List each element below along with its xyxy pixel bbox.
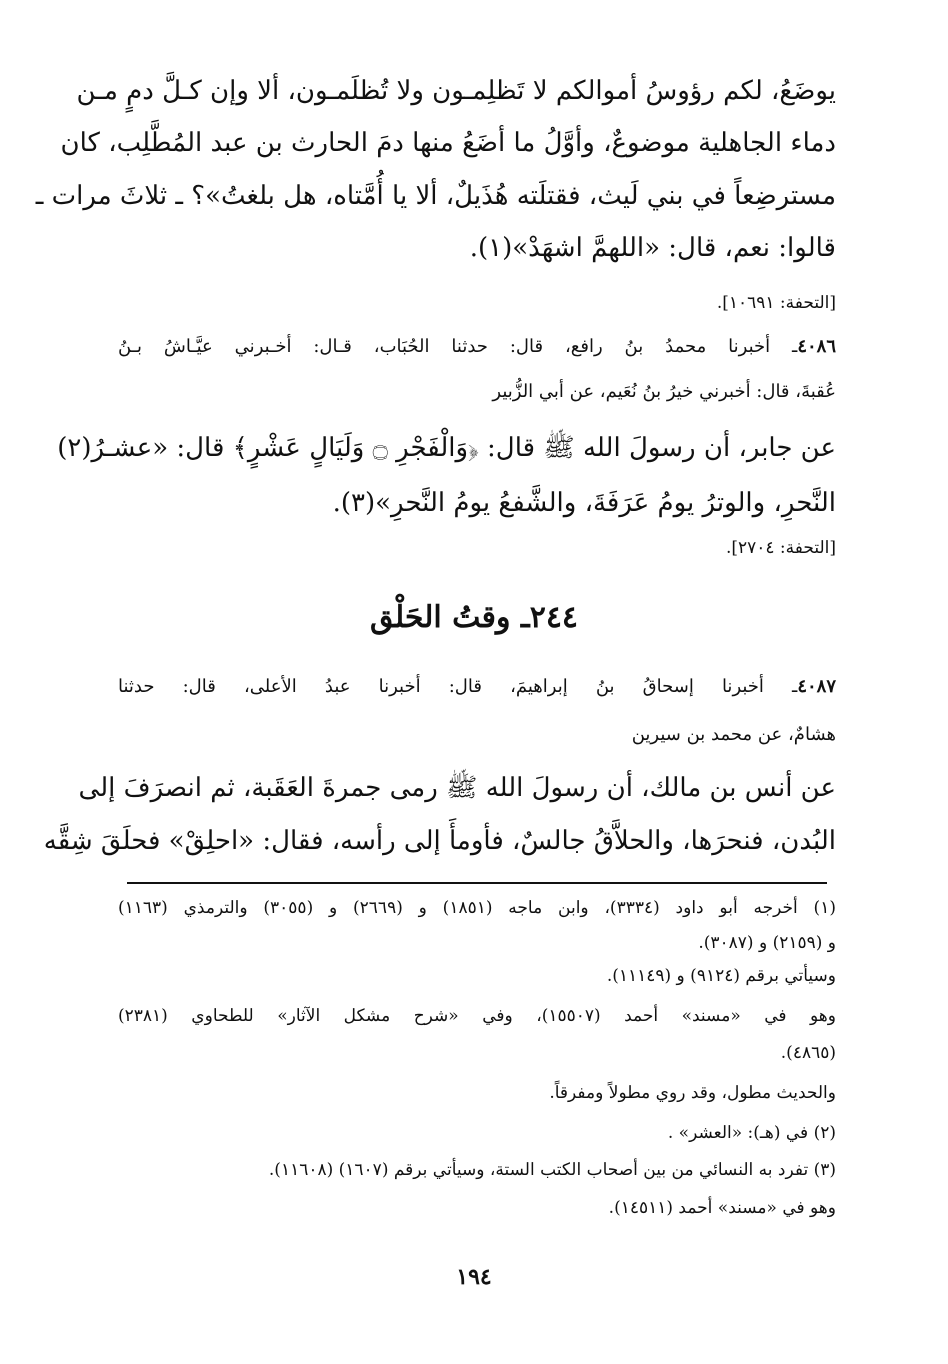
footnote: وسيأتي برقم (٩١٢٤) و (١١١٤٩). <box>606 966 836 986</box>
hadith-number: ٤٠٨٦ <box>797 336 836 357</box>
footnote: وهو في «مسند» أحمد (١٤٥١١). <box>608 1198 836 1218</box>
footnote-separator <box>127 882 827 884</box>
tuhfa-reference: [التحفة: ٢٧٠٤]. <box>725 538 836 558</box>
text-line: يوضَعُ، لكم رؤوسُ أموالكم لا تَظلِمـون ولا تُظلَمـون، ألا وإن كـلَّ دمٍ مـن <box>76 76 836 106</box>
footnote: (٢) في (هـ): «العشر» . <box>667 1123 836 1143</box>
footnote: (٣) تفرد به النسائي من بين أصحاب الكتب الستة، وسيأتي برقم (١٦٠٧) (١١٦٠٨). <box>268 1160 836 1180</box>
hadith-matn: النَّحرِ، والوترُ يومُ عَرَفَةَ، والشَّفعُ يومُ النَّحرِ»(٣). <box>332 488 836 518</box>
hadith-number: ٤٠٨٧ <box>797 676 836 697</box>
footnote: والحديث مطول، وقد روي مطولاً ومفرقاً. <box>549 1083 836 1103</box>
text-line: دماء الجاهلية موضوعٌ، وأوَّلُ ما أضَعُ منها دمَ الحارث بن عبد المُطَّلِب، كان <box>60 128 836 158</box>
footnote: (١) أخرجه أبو داود (٣٣٣٤)، وابن ماجه (١٨٥١) و (٢٦٦٩) و (٣٠٥٥) والترمذي (١١٦٣) <box>118 898 836 918</box>
hadith-isnad: هشامٌ، عن محمد بن سيرين <box>631 724 836 745</box>
hadith-matn: عن أنس بن مالك، أن رسولَ الله ﷺ رمى جمرةَ العَقَبة، ثم انصرَفَ إلى <box>78 773 836 803</box>
text-line: مسترضِعاً في بني لَيث، فقتلَته هُذَيلٌ، ألا يا أُمَّتاه، هل بلغتُ»؟ ـ ثلاثَ مرات ـ <box>35 181 836 211</box>
isnad-text: ـ أخبرنا إسحاقُ بنُ إبراهيمَ، قال: أخبرنا عبدُ الأعلى، قال: حدثنا <box>118 676 798 697</box>
tuhfa-reference: [التحفة: ١٠٦٩١]. <box>716 293 836 313</box>
footnote: و (٢١٥٩) و (٣٠٨٧). <box>698 933 836 953</box>
chapter-heading: ٢٤٤ـ وقتُ الحَلْق <box>369 600 579 635</box>
footnote: وهو في «مسند» أحمد (١٥٥٠٧)، وفي «شرح مشكل الآثار» للطحاوي (٢٣٨١) <box>118 1006 836 1026</box>
hadith-isnad: عُقبةَ، قال: أخبرني خيرُ بنُ نُعَيم، عن أبي الزُّبير <box>492 381 836 402</box>
hadith-matn: عن جابر، أن رسولَ الله ﷺ قال: ﴿وَالْفَجْرِ ۝ وَلَيَالٍ عَشْرٍ﴾ قال: «عشـرُ(٢) <box>57 433 836 463</box>
page-number: ١٩٤ <box>456 1264 492 1290</box>
hadith-isnad <box>118 678 836 696</box>
hadith-isnad <box>118 338 836 356</box>
text-line: قالوا: نعم، قال: «اللهمَّ اشهَدْ»(١). <box>469 233 836 263</box>
isnad-text: ـ أخبرنا محمدُ بنُ رافع، قال: حدثنا الحُبَاب، قـال: أخـبرني عيَّـاشُ بـنُ <box>118 336 798 357</box>
hadith-matn: البُدن، فنحرَها، والحلاَّقُ جالسٌ، فأومأَ إلى رأسه، فقال: «احلِقْ» فحلَقَ شِقَّه <box>43 826 836 856</box>
footnote: (٤٨٦٥). <box>780 1043 836 1063</box>
